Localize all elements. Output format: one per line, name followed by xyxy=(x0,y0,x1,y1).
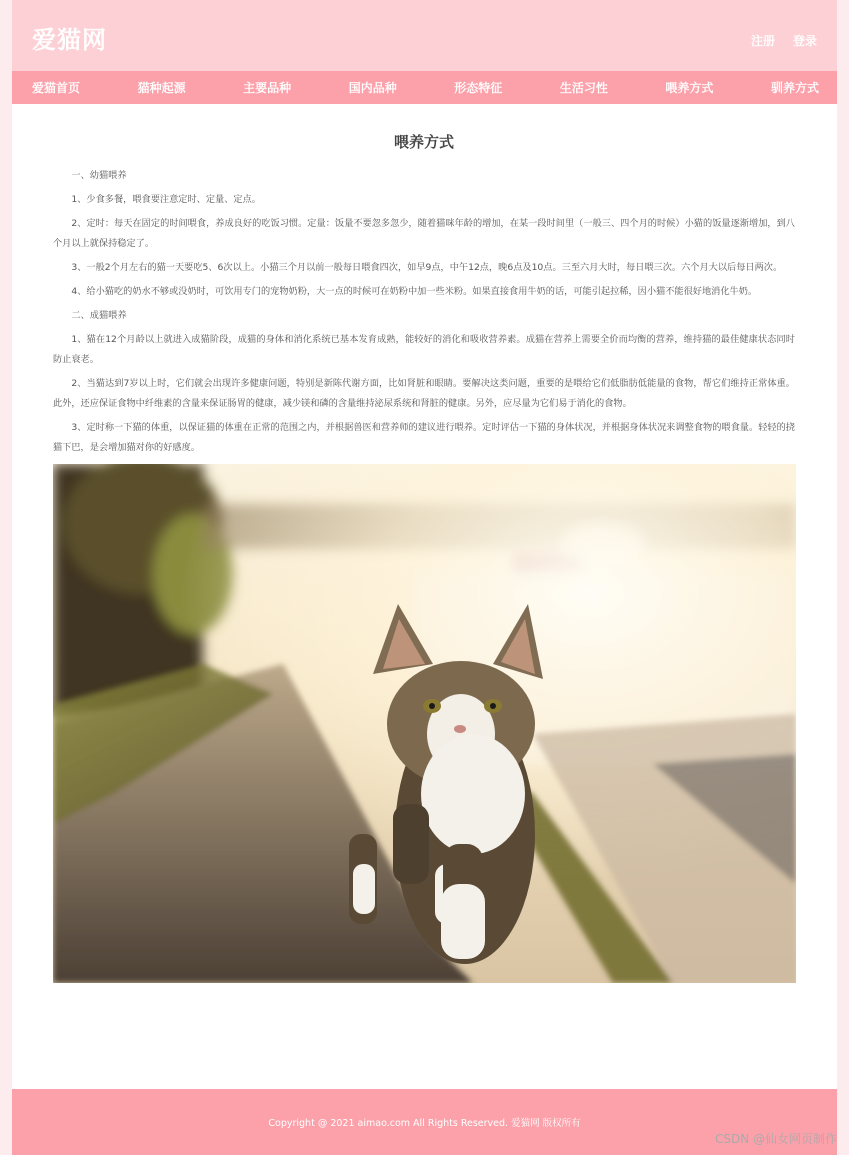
section-heading-kitten: 一、幼猫喂养 xyxy=(71,170,127,181)
nav-item-features[interactable]: 形态特征 xyxy=(454,81,503,95)
article-paragraph: 3、一般2个月左右的猫一天要吃5、6次以上。小猫三个月以前一般每日喂食四次，如早9点，中午12点，晚6点及10点。三至六月大时，每日喂三次。六个月大以后每日两次。 xyxy=(71,262,783,273)
main-content xyxy=(12,132,837,983)
article-paragraph: 1、少食多餐，喂食要注意定时、定量、定点。 xyxy=(71,194,261,205)
page xyxy=(12,0,837,1155)
nav-item-origin[interactable]: 猫种起源 xyxy=(137,81,186,95)
article-body xyxy=(53,166,795,458)
page-title: 喂养方式 xyxy=(393,133,454,151)
nav-item-breeds[interactable]: 主要品种 xyxy=(243,81,292,95)
article-paragraph: 2、定时：每天在固定的时间喂食，养成良好的吃饭习惯。定量：饭量不要忽多忽少，随着猫咪年龄的增加，在某一段时间里（一般三、四个月的时候）小猫的饭量逐渐增加，到八个月以上就保持稳定了。 xyxy=(53,218,795,249)
nav-item-feeding[interactable]: 喂养方式 xyxy=(665,81,714,95)
nav-item-training[interactable]: 驯养方式 xyxy=(770,81,819,95)
article-paragraph: 3、定时称一下猫的体重，以保证猫的体重在正常的范围之内，并根据兽医和营养师的建议进行喂养。定时评估一下猫的身体状况，并根据身体状况来调整食物的喂食量。轻轻的挠猫下巴，是会增加猫对你的好感度。 xyxy=(53,422,795,453)
article-paragraph: 1、猫在12个月龄以上就进入成猫阶段，成猫的身体和消化系统已基本发育成熟，能较好的消化和吸收营养素。成猫在营养上需要全价而均衡的营养，维持猫的最佳健康状态同时防止衰老。 xyxy=(53,334,795,365)
main-nav xyxy=(12,71,837,104)
site-logo[interactable]: 爱猫网 xyxy=(32,26,107,54)
article-paragraph: 2、当猫达到7岁以上时，它们就会出现许多健康问题，特别是新陈代谢方面，比如肾脏和眼睛。要解决这类问题，重要的是喂给它们低脂肪低能量的食物，帮它们维持正常体重。此外，还应保证食物中纤维素的含量来保证肠胃的健康，减少镁和磷的含量维持泌尿系统和肾脏的健康。另外，应尽量为它们易于消化的食物。 xyxy=(53,378,795,409)
nav-item-domestic-breeds[interactable]: 国内品种 xyxy=(348,81,397,95)
csdn-watermark: CSDN @仙女网页制作 xyxy=(714,1132,837,1146)
nav-item-habits[interactable]: 生活习性 xyxy=(559,81,608,95)
login-link[interactable]: 登录 xyxy=(792,34,817,48)
register-link[interactable]: 注册 xyxy=(750,34,775,48)
footer-copyright: Copyright @ 2021 aimao.com All Rights Reserved. 爱猫网 版权所有 xyxy=(268,1118,581,1129)
article-paragraph: 4、给小猫吃的奶水不够或没奶时，可饮用专门的宠物奶粉，大一点的时候可在奶粉中加一些米粉。如果直接食用牛奶的话，可能引起拉稀，因小猫不能很好地消化牛奶。 xyxy=(71,286,758,297)
section-heading-adult: 二、成猫喂养 xyxy=(71,310,127,321)
auth-links xyxy=(751,32,817,49)
cat-photo xyxy=(53,464,796,983)
site-header xyxy=(12,0,837,71)
site-footer xyxy=(12,1089,837,1155)
nav-item-home[interactable]: 爱猫首页 xyxy=(32,81,81,95)
